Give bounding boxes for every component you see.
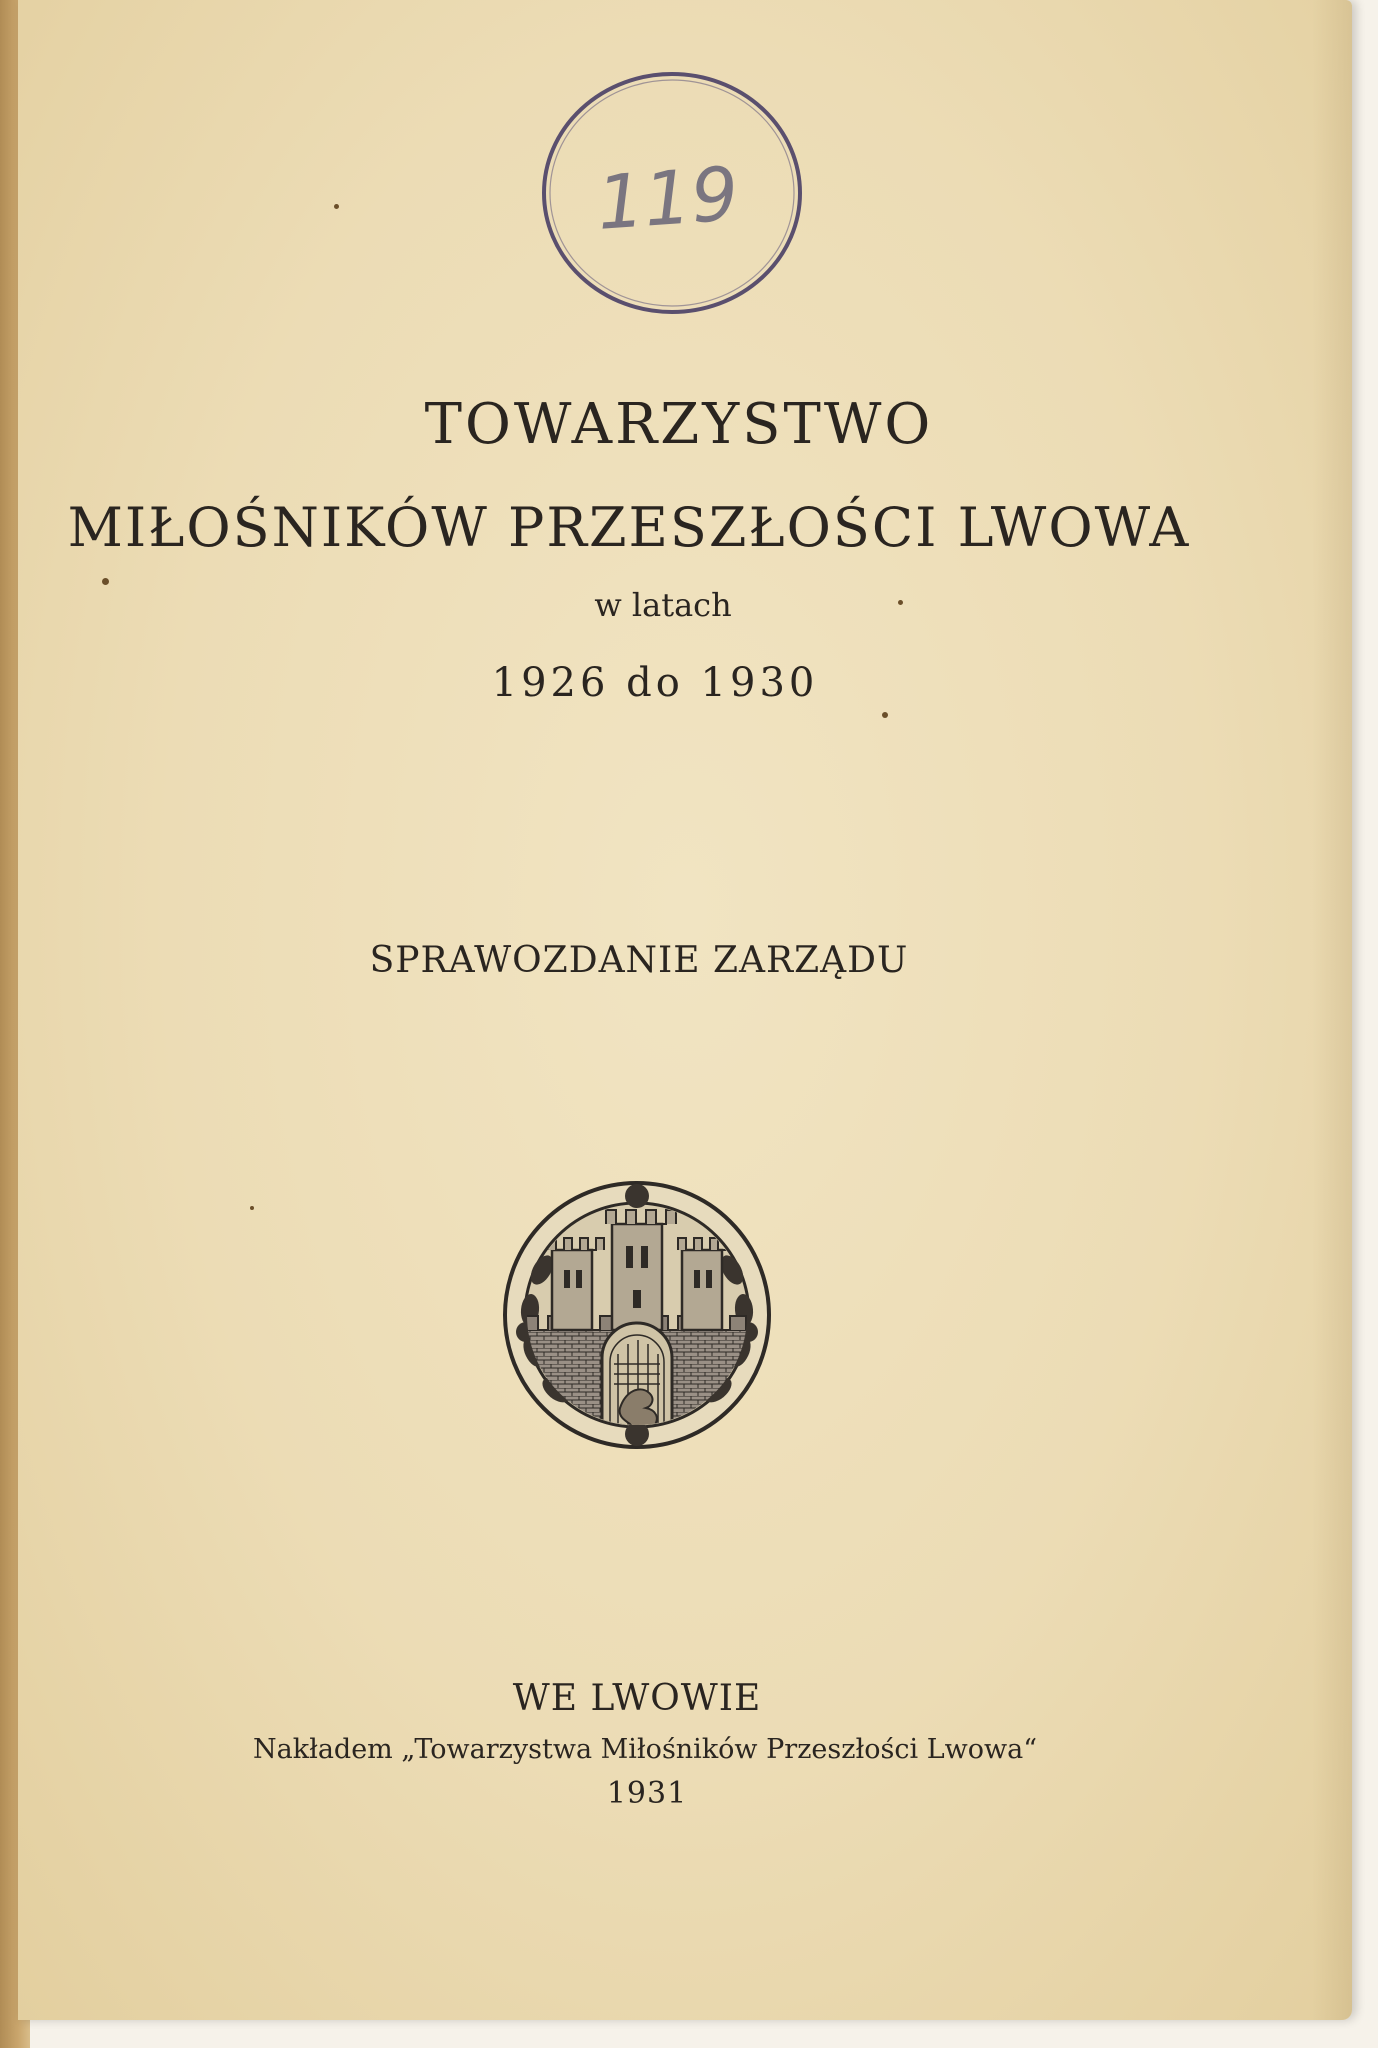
imprint-place: WE LWOWIE <box>512 1678 762 1719</box>
stamp-number: 119 <box>594 151 742 247</box>
title-subtitle: w latach <box>594 586 732 624</box>
city-coat-of-arms-icon <box>502 1180 772 1450</box>
library-stamp <box>534 64 810 322</box>
paper-speck <box>334 204 339 209</box>
imprint-year: 1931 <box>606 1776 688 1811</box>
paper-speck <box>882 712 888 718</box>
report-title: SPRAWOZDANIE ZARZĄDU <box>369 940 909 981</box>
title-years: 1926 do 1930 <box>491 660 819 706</box>
title-line-1: TOWARZYSTWO <box>424 392 934 457</box>
paper-speck <box>250 1206 254 1210</box>
title-line-2: MIŁOŚNIKÓW PRZESZŁOŚCI LWOWA <box>67 496 1191 559</box>
paper-speck <box>102 578 109 585</box>
imprint-publisher: Nakładem „Towarzystwa Miłośników Przeszłości Lwowa“ <box>252 1734 1037 1765</box>
stamp-circle-icon <box>534 64 810 322</box>
